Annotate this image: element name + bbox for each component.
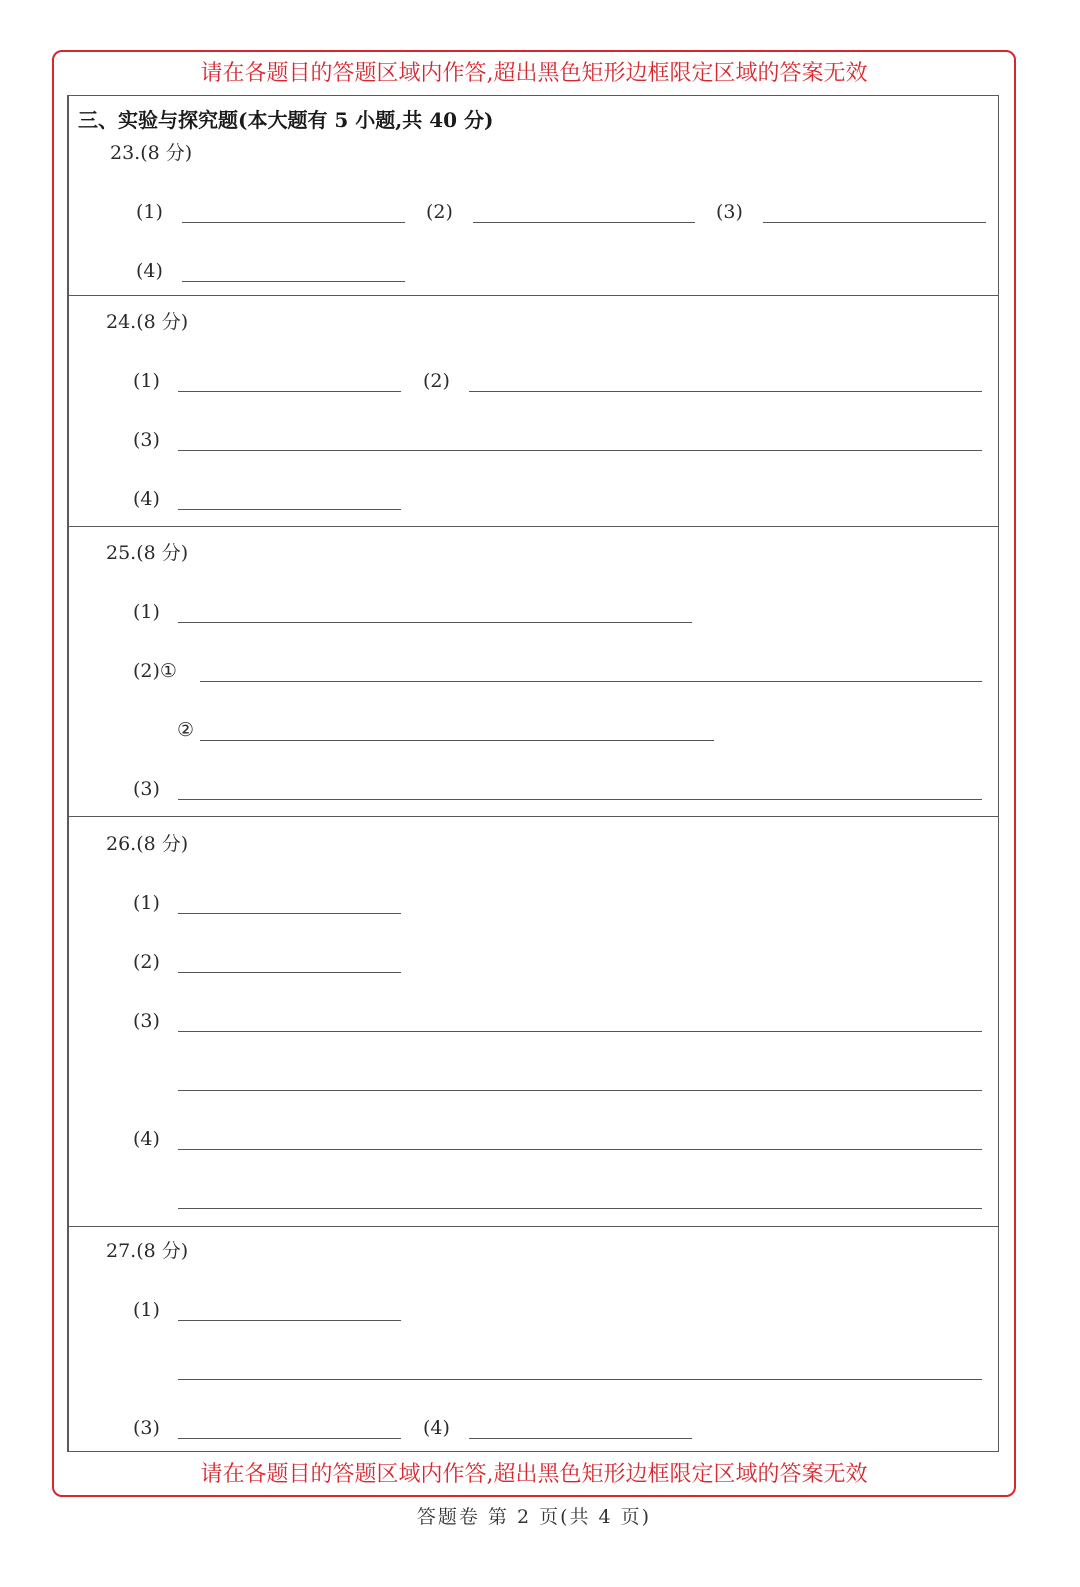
q26-part-3-label: (3) [133, 1010, 160, 1032]
q26-part-3-answer-line-2 [178, 1090, 982, 1091]
section-divider [68, 816, 999, 817]
q24-part-4-label: (4) [133, 488, 160, 510]
q26-part-4-label: (4) [133, 1128, 160, 1150]
q23-part-2-label: (2) [426, 201, 453, 223]
q25-part-2-2-answer-line [200, 740, 714, 741]
q23-part-3-answer-line [763, 222, 986, 223]
q27-part-1-label: (1) [133, 1299, 160, 1321]
q23-label: 23.(8 分) [110, 142, 193, 164]
q27-part-4-label: (4) [423, 1417, 450, 1439]
q25-part-3-label: (3) [133, 778, 160, 800]
notice-bottom: 请在各题目的答题区域内作答,超出黑色矩形边框限定区域的答案无效 [200, 1462, 868, 1487]
q27-part-4-answer-line [469, 1438, 692, 1439]
q27-part-1-answer-line [178, 1320, 401, 1321]
q24-part-4-answer-line [178, 509, 401, 510]
q27-part-1-answer-line-2 [178, 1379, 982, 1380]
q24-part-3-answer-line [178, 450, 982, 451]
notice-top: 请在各题目的答题区域内作答,超出黑色矩形边框限定区域的答案无效 [200, 61, 868, 86]
q23-part-1-answer-line [182, 222, 405, 223]
q27-part-3-label: (3) [133, 1417, 160, 1439]
q25-part-1-label: (1) [133, 601, 160, 623]
q25-label: 25.(8 分) [106, 542, 189, 564]
q26-part-3-answer-line [178, 1031, 982, 1032]
q26-part-1-answer-line [178, 913, 401, 914]
q24-label: 24.(8 分) [106, 311, 189, 333]
q23-part-3-label: (3) [716, 201, 743, 223]
q23-part-4-answer-line [182, 281, 405, 282]
q26-part-4-answer-line-2 [178, 1208, 982, 1209]
q24-part-2-label: (2) [423, 370, 450, 392]
section-divider [68, 1226, 999, 1227]
q24-part-1-label: (1) [133, 370, 160, 392]
q24-part-1-answer-line [178, 391, 401, 392]
section-divider [68, 295, 999, 296]
q25-part-3-answer-line [178, 799, 982, 800]
q23-part-2-answer-line [473, 222, 695, 223]
q23-part-4-label: (4) [136, 260, 163, 282]
q26-label: 26.(8 分) [106, 833, 189, 855]
q27-label: 27.(8 分) [106, 1240, 189, 1262]
q23-part-1-label: (1) [136, 201, 163, 223]
q26-part-1-label: (1) [133, 892, 160, 914]
q26-part-2-label: (2) [133, 951, 160, 973]
q25-part-2-1-answer-line [200, 681, 982, 682]
q25-part-2-2-label: ② [177, 719, 195, 741]
section-title: 三、实验与探究题(本大题有 5 小题,共 40 分) [78, 108, 494, 132]
q25-part-1-answer-line [178, 622, 692, 623]
q24-part-2-answer-line [469, 391, 982, 392]
q26-part-4-answer-line [178, 1149, 982, 1150]
page-footer: 答题卷 第 2 页(共 4 页) [416, 1506, 652, 1528]
section-divider [68, 526, 999, 527]
q24-part-3-label: (3) [133, 429, 160, 451]
answer-frame [67, 95, 999, 1452]
q25-part-2-1-label: (2)① [133, 660, 177, 682]
q27-part-3-answer-line [178, 1438, 401, 1439]
q26-part-2-answer-line [178, 972, 401, 973]
